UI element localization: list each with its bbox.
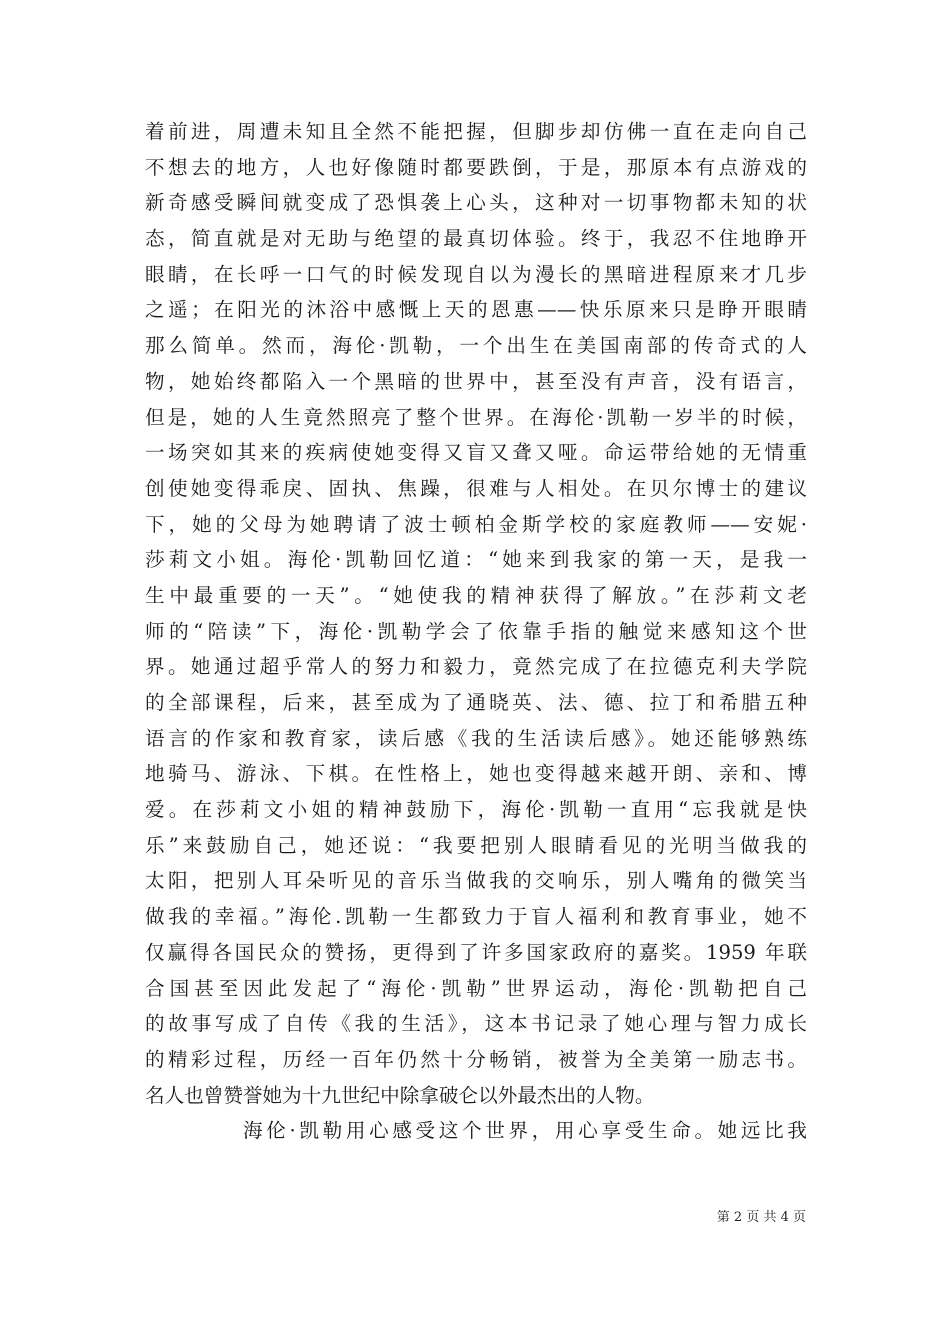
text-line: 乐”来鼓励自己，她还说：“我要把别人眼睛看见的光明当做我的 xyxy=(145,833,807,857)
text-line: 爱。在莎莉文小姐的精神鼓励下，海伦·凯勒一直用“忘我就是快 xyxy=(145,798,807,822)
text-line: 不想去的地方，人也好像随时都要跌倒，于是，那原本有点游戏的 xyxy=(145,155,807,179)
text-line: 着前进，周遭未知且全然不能把握，但脚步却仿佛一直在走向自己 xyxy=(145,120,807,143)
text-line: 语言的作家和教育家，读后感《我的生活读后感》。她还能够熟练 xyxy=(145,726,807,750)
text-line: 的全部课程，后来，甚至成为了通晓英、法、德、拉丁和希腊五种 xyxy=(145,691,807,714)
text-line: 海伦·凯勒用心感受这个世界，用心享受生命。她远比我 xyxy=(243,1119,807,1143)
paragraph xyxy=(145,1113,807,1149)
text-line: 合国甚至因此发起了“海伦·凯勒”世界运动，海伦·凯勒把自己 xyxy=(145,976,807,1000)
text-line: 下，她的父母为她聘请了波士顿柏金斯学校的家庭教师——安妮· xyxy=(145,512,807,536)
text-line: 做我的幸福。”海伦.凯勒一生都致力于盲人福利和教育事业，她不 xyxy=(145,905,807,929)
document-body xyxy=(145,114,807,1149)
text-line: 那么简单。然而，海伦·凯勒，一个出生在美国南部的传奇式的人 xyxy=(145,334,807,358)
text-line: 莎莉文小姐。海伦·凯勒回忆道：“她来到我家的第一天，是我一 xyxy=(145,548,807,572)
text-line: 但是，她的人生竟然照亮了整个世界。在海伦·凯勒一岁半的时候， xyxy=(145,405,807,429)
text-line: 一场突如其来的疾病使她变得又盲又聋又哑。命运带给她的无情重 xyxy=(145,441,807,465)
text-line: 的精彩过程，历经一百年仍然十分畅销，被誉为全美第一励志书。 xyxy=(145,1047,807,1071)
page-number: 第 2 页 共 4 页 xyxy=(716,1210,806,1225)
text-line: 的故事写成了自传《我的生活》，这本书记录了她心理与智力成长 xyxy=(145,1012,807,1036)
text-line: 仅赢得各国民众的赞扬，更得到了许多国家政府的嘉奖。1959 年联 xyxy=(145,940,807,964)
text-line: 物，她始终都陷入一个黑暗的世界中，甚至没有声音，没有语言， xyxy=(145,369,807,393)
text-line: 师的“陪读”下，海伦·凯勒学会了依靠手指的触觉来感知这个世 xyxy=(145,619,807,643)
text-line: 眼睛，在长呼一口气的时候发现自以为漫长的黑暗进程原来才几步 xyxy=(145,262,807,286)
text-line: 太阳，把别人耳朵听见的音乐当做我的交响乐，别人嘴角的微笑当 xyxy=(145,869,807,893)
text-line: 创使她变得乖戾、固执、焦躁，很难与人相处。在贝尔博士的建议 xyxy=(145,476,807,500)
text-line: 地骑马、游泳、下棋。在性格上，她也变得越来越开朗、亲和、博 xyxy=(145,762,807,786)
text-line: 态，简直就是对无助与绝望的最真切体验。终于，我忍不住地睁开 xyxy=(145,227,807,251)
text-line: 新奇感受瞬间就变成了恐惧袭上心头，这种对一切事物都未知的状 xyxy=(145,191,807,215)
paragraph xyxy=(145,114,807,1113)
text-line: 名人也曾赞誉她为十九世纪中除拿破仑以外最杰出的人物。 xyxy=(145,1083,655,1107)
text-line: 之遥；在阳光的沐浴中感慨上天的恩惠——快乐原来只是睁开眼睛 xyxy=(145,298,807,322)
text-line: 生中最重要的一天”。“她使我的精神获得了解放。”在莎莉文老 xyxy=(145,583,807,607)
text-line: 界。她通过超乎常人的努力和毅力，竟然完成了在拉德克利夫学院 xyxy=(145,655,807,679)
